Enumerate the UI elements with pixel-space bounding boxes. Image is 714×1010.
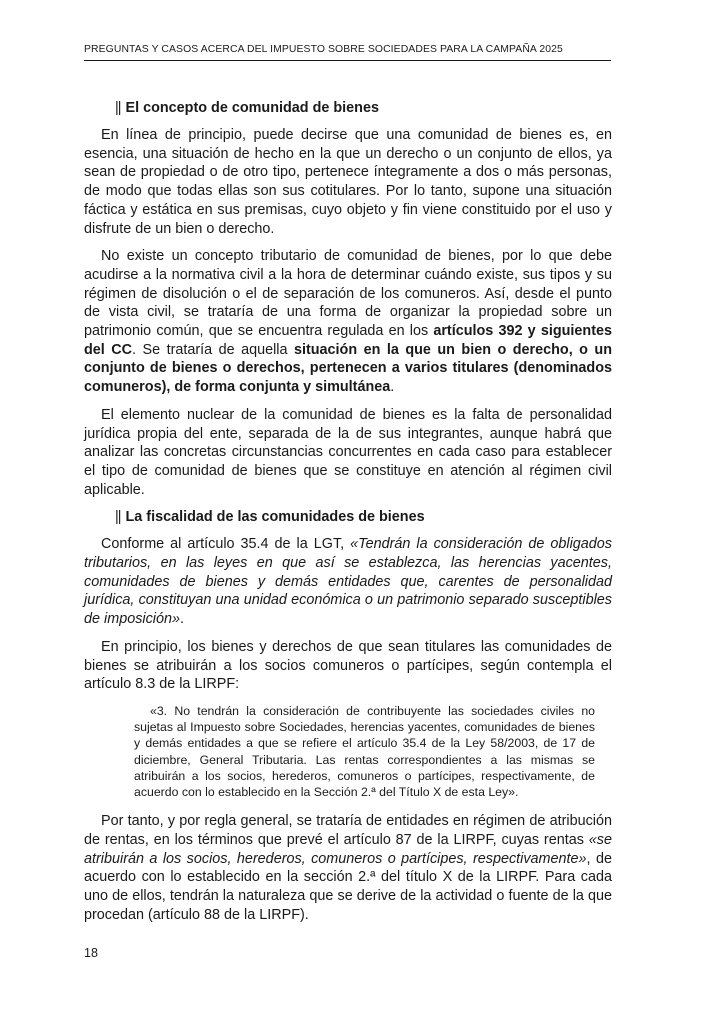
section-heading-concepto (84, 99, 612, 118)
paragraph-fiscalidad-1: Conforme al artículo 35.4 de la LGT, «Tendrán la consideración de obligados tributarios, en las leyes en que así se establezca, las herencias yacentes, comunidades de bienes y demás entidades que, carentes de personalidad jurídica, constituyan una unidad económica o un patrimonio separado susceptibles de imposición». (84, 536, 613, 628)
heading-text: El concepto de comunidad de bienes (125, 100, 379, 116)
page-number: 18 (84, 946, 98, 960)
heading-text: La fiscalidad de las comunidades de bienes (125, 509, 425, 526)
heading-marker: || (115, 509, 121, 526)
bold-articulos-cc: artículos 392 y siguientes del CC (84, 323, 612, 358)
paragraph-fiscalidad-2: En principio, los bienes y derechos de que sean titulares las comunidades de bienes se atribuirán a los socios comuneros o partícipes, según contempla el artículo 8.3 de la LIRPF: (84, 638, 612, 693)
page-content (84, 99, 612, 933)
running-header: PREGUNTAS Y CASOS ACERCA DEL IMPUESTO SOBRE SOCIEDADES PARA LA CAMPAÑA 2025 (84, 44, 611, 61)
paragraph-fiscalidad-3: Por tanto, y por regla general, se trataría de entidades en régimen de atribución de rentas, en los términos que prevé el artículo 87 de la LIRPF, cuyas rentas «se atribuirán a los socios, herederos, comuneros o partícipes, respectivamente», de acuerdo con lo establecido en la sección 2.ª del título X de la LIRPF. Para cada uno de ellos, tendrán la naturaleza que se derive de la actividad o fuente de la que procedan (artículo 88 de la LIRPF). (84, 813, 612, 923)
italic-cita-lgt: «Tendrán la consideración de obligados tributarios, en las leyes en que así se establezca, las herencias yacentes, comunidades de bienes y demás entidades que, carentes de personalidad jurídica, constituyan una unidad económica o un patrimonio separado susceptibles de imposición» (84, 536, 613, 628)
section-heading-fiscalidad (84, 508, 612, 527)
paragraph-concepto-3: El elemento nuclear de la comunidad de bienes es la falta de personalidad jurídica propia del ente, separada de la de sus integrantes, aunque habrá que analizar las concretas circunstancias concurrentes en cada caso para establecer el tipo de comunidad de bienes que se constituye en atención al régimen civil aplicable. (84, 406, 612, 498)
italic-cita-lirpf: «se atribuirán a los socios, herederos, comuneros o partícipes, respectivamente» (84, 831, 612, 867)
paragraph-concepto-2: No existe un concepto tributario de comunidad de bienes, por lo que debe acudirse a la normativa civil a la hora de determinar cuándo existe, sus tipos y su régimen de disolución o el de separación de los comuneros. Así, desde el punto de vista civil, se trataría de una forma de organizar la propiedad sobre un patrimonio común, que se encuentra regulada en los artículos 392 y siguientes del CC. Se trataría de aquella situación en la que un bien o derecho, o un conjunto de bienes o derechos, pertenecen a varios titulares (denominados comuneros), de forma conjunta y simultánea. (84, 248, 612, 396)
paragraph-concepto-1: En línea de principio, puede decirse que una comunidad de bienes es, en esencia, una situación de hecho en la que un derecho o un conjunto de ellos, ya sean de propiedad o de otro tipo, pertenece íntegramente a dos o más personas, de modo que todas ellas son sus cotitulares. Por lo tanto, supone una situación fáctica y estática en sus premisas, cuyo objeto y fin viene constituido por el uso y disfrute de un bien o derecho. (84, 127, 612, 237)
block-quote-lirpf: «3. No tendrán la consideración de contribuyente las sociedades civiles no sujetas al Impuesto sobre Sociedades, herencias yacentes, comunidades de bienes y demás entidades a que se refiere el artículo 35.4 de la Ley 58/2003, de 17 de diciembre, General Tributaria. Las rentas correspondientes a las mismas se atribuirán a los socios, herederos, comuneros o partícipes, respectivamente, de acuerdo con lo establecido en la Sección 2.ª del Título X de esta Ley». (134, 703, 595, 799)
bold-definicion: situación en la que un bien o derecho, o un conjunto de bienes o derechos, pertenecen a varios titulares (denominados comuneros), de forma conjunta y simultánea (84, 341, 612, 396)
heading-marker: || (115, 100, 121, 116)
